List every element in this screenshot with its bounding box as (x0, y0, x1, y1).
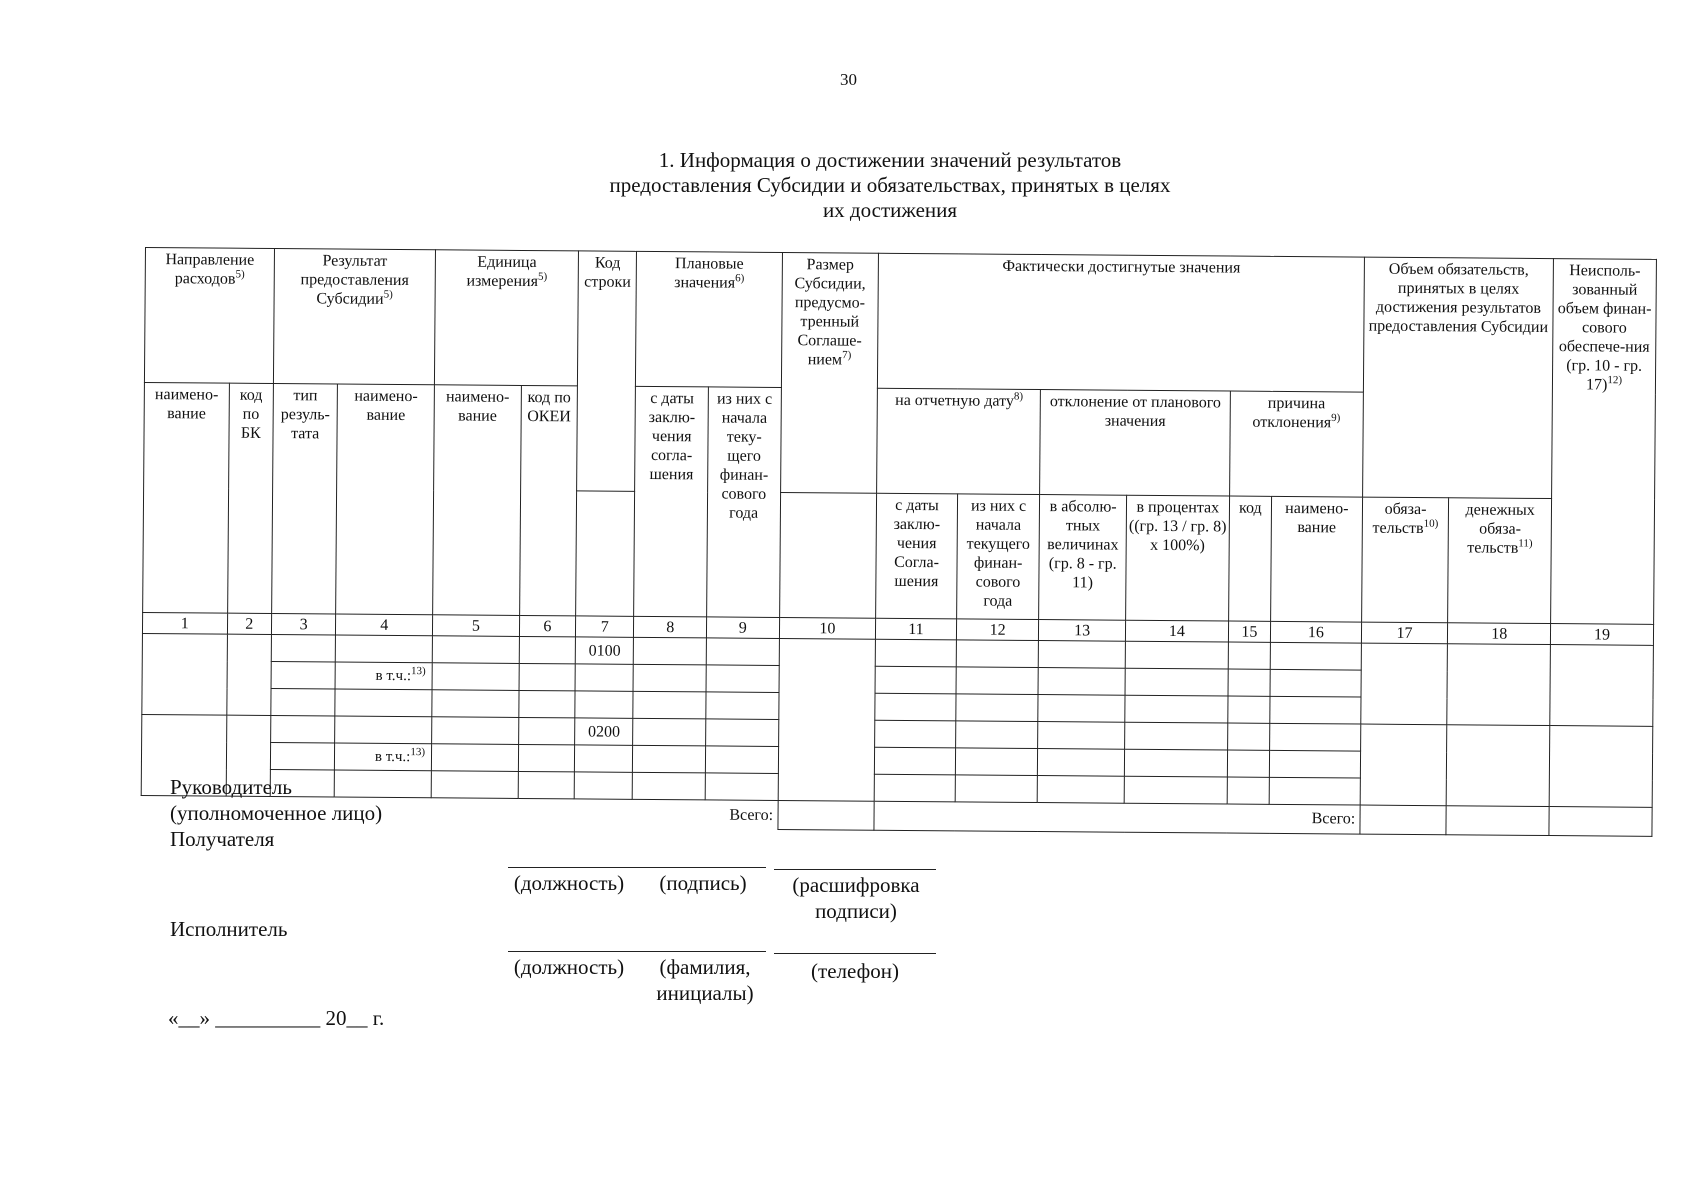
column-number: 9 (706, 617, 779, 639)
subheader-col-3: тип резуль-тата (272, 384, 338, 614)
table-cell[interactable] (1270, 669, 1361, 697)
column-number: 1 (142, 612, 227, 634)
table-cell[interactable] (1270, 723, 1361, 751)
table-cell[interactable] (1228, 642, 1271, 669)
table-cell[interactable] (574, 745, 633, 772)
report-table-wrapper (140, 247, 1656, 836)
table-cell[interactable] (518, 744, 575, 771)
money-obligations-cell[interactable] (1447, 725, 1550, 807)
column-number: 16 (1270, 621, 1361, 643)
decoding-line[interactable] (774, 869, 936, 870)
table-cell[interactable] (875, 747, 956, 775)
header-planned-values: Плановые значения$^{6)}$ (636, 251, 782, 387)
table-cell[interactable] (518, 771, 575, 798)
obligations-cell[interactable] (1360, 724, 1447, 806)
executor-position-name-line[interactable] (508, 951, 766, 952)
subheader-col-1: наимено-вание (143, 382, 229, 613)
table-cell[interactable] (271, 662, 336, 690)
table-cell[interactable] (706, 692, 779, 720)
table-cell[interactable] (1269, 777, 1360, 805)
table-cell[interactable] (335, 770, 432, 798)
table-cell[interactable] (955, 775, 1038, 803)
column-number: 14 (1125, 620, 1228, 642)
column-number: 12 (956, 619, 1039, 641)
total-subsidy-size-cell[interactable] (777, 800, 874, 829)
table-cell[interactable] (634, 664, 707, 692)
subheader-col-2: код по БК (227, 383, 273, 613)
table-cell[interactable] (431, 744, 518, 772)
decoding-caption-line-2: подписи) (815, 899, 897, 923)
table-cell[interactable] (226, 634, 271, 715)
table-cell[interactable] (1038, 776, 1125, 804)
header-line-code: Код строки (577, 251, 637, 491)
unused-volume-cell[interactable] (1550, 645, 1654, 727)
head-label-line-3: Получателя (170, 827, 275, 851)
table-cell[interactable] (271, 689, 336, 717)
column-number: 18 (1448, 623, 1551, 645)
total-unused-volume-cell[interactable] (1549, 807, 1652, 836)
total-label-right: Всего: (874, 801, 1360, 833)
table-cell[interactable] (575, 664, 634, 691)
subheader-col-5: наимено-вание (433, 385, 521, 616)
column-number: 11 (876, 618, 957, 640)
table-cell[interactable] (1125, 668, 1228, 696)
header-obligations-volume: Объем обязательств, принятых в целях достижения результатов предоставления Субсидии (1362, 257, 1553, 498)
header-deviation-reason: причина отклонения$^{9)}$ (1229, 391, 1363, 497)
decoding-caption-line-1: (расшифровка (792, 873, 920, 897)
table-cell[interactable] (1124, 776, 1227, 804)
table-cell[interactable] (874, 774, 955, 802)
header-deviation: отклонение от планового значения (1040, 390, 1230, 496)
table-cell[interactable] (1125, 641, 1228, 669)
table-cell[interactable] (706, 665, 779, 693)
table-cell[interactable] (633, 745, 706, 773)
table-cell[interactable] (519, 636, 576, 663)
column-number: 8 (634, 616, 707, 638)
position-signature-line[interactable] (508, 867, 766, 868)
table-cell[interactable] (875, 666, 956, 694)
table-cell[interactable] (875, 720, 956, 748)
column-number: 6 (519, 615, 576, 636)
table-cell[interactable] (432, 717, 519, 745)
table-cell[interactable] (574, 772, 633, 799)
phone-line[interactable] (774, 953, 936, 954)
header-col-10-cont (779, 492, 877, 618)
line-code-cell: 0100 (575, 637, 634, 664)
page-number: 30 (840, 70, 857, 89)
table-cell[interactable] (633, 691, 706, 719)
table-cell[interactable] (432, 636, 519, 664)
table-cell[interactable] (518, 690, 575, 717)
date-line[interactable]: «__» __________ 20__ г. (168, 1006, 385, 1030)
table-cell[interactable] (518, 717, 575, 744)
money-obligations-cell[interactable] (1447, 644, 1550, 726)
header-col-7-cont (576, 491, 635, 616)
column-number: 7 (576, 616, 635, 637)
table-title (540, 148, 1240, 223)
table-cell[interactable] (705, 773, 778, 801)
table-cell[interactable] (705, 746, 778, 774)
name-caption-line-2: инициалы) (656, 981, 754, 1005)
table-cell[interactable] (142, 633, 227, 715)
subsidy-size-cell[interactable] (778, 638, 876, 801)
header-subsidy-size: Размер Субсидии, предусмо-тренный Соглаше-нием$^{7)}$ (780, 253, 879, 494)
table-cell[interactable] (335, 716, 432, 744)
table-cell[interactable] (335, 689, 432, 717)
head-label-line-2: (уполномоченное лицо) (170, 801, 383, 825)
header-subsidy-result: Результат предоставления Субсидии$^{5)}$ (273, 249, 435, 385)
subheader-col-8: с даты заклю-чения согла-шения (634, 386, 708, 617)
table-cell[interactable] (633, 718, 706, 746)
table-cell[interactable] (1038, 722, 1125, 750)
subheader-col-17: обяза-тельств$^{10)}$ (1361, 497, 1449, 623)
table-cell[interactable] (431, 771, 518, 799)
position-caption: (должность) (513, 871, 625, 895)
subheader-col-16: наимено-вание (1271, 496, 1363, 622)
subheader-col-11: с даты заклю-чения Согла-шения (876, 493, 958, 619)
table-cell[interactable] (956, 667, 1039, 695)
table-cell[interactable] (1227, 723, 1270, 750)
table-cell[interactable] (432, 663, 519, 691)
column-number: 4 (336, 614, 433, 636)
table-cell[interactable] (955, 748, 1038, 776)
table-cell[interactable] (1038, 695, 1125, 723)
head-label-line-1: Руководитель (170, 775, 292, 799)
table-cell[interactable] (1228, 669, 1271, 696)
table-cell[interactable] (432, 690, 519, 718)
table-cell[interactable] (1228, 696, 1271, 723)
line-code-cell: 0200 (575, 718, 634, 745)
subheader-col-14: в процентах ((гр. 13 / гр. 8) x 100%) (1126, 495, 1230, 621)
table-cell[interactable] (633, 772, 706, 800)
total-money-obligations-cell[interactable] (1446, 806, 1549, 835)
table-cell[interactable] (875, 693, 956, 721)
table-cell[interactable] (956, 640, 1039, 668)
table-cell[interactable] (634, 637, 707, 665)
subheader-col-15: код (1228, 496, 1271, 621)
table-cell[interactable] (956, 694, 1039, 722)
table-cell[interactable] (336, 635, 433, 663)
column-number: 5 (433, 615, 520, 637)
table-cell[interactable] (1270, 696, 1361, 724)
including-label: в т.ч.:$^{13)}$ (335, 743, 432, 771)
subheader-col-18: денежных обяза-тельств$^{11)}$ (1448, 498, 1552, 624)
header-unused-volume: Неисполь-зованный объем финан-сового обеспече-ния (гр. 10 - гр. 17)$^{12)}$ (1551, 259, 1657, 625)
table-cell[interactable] (706, 719, 779, 747)
table-cell[interactable] (1125, 722, 1228, 750)
phone-caption: (телефон) (811, 959, 899, 983)
report-table (140, 247, 1656, 836)
column-number: 13 (1039, 620, 1126, 642)
table-cell[interactable] (519, 663, 576, 690)
total-obligations-cell[interactable] (1360, 805, 1447, 834)
table-cell[interactable] (1269, 750, 1360, 778)
table-cell[interactable] (270, 743, 335, 771)
column-number: 3 (271, 614, 336, 636)
table-cell[interactable] (955, 721, 1038, 749)
header-expense-direction: Направление расходов$^{5)}$ (144, 248, 274, 384)
column-number: 17 (1361, 622, 1448, 644)
executor-label: Исполнитель (170, 917, 288, 941)
total-label-left: Всего: (729, 806, 774, 824)
obligations-cell[interactable] (1361, 643, 1448, 725)
column-number: 15 (1228, 621, 1270, 642)
column-number: 10 (779, 617, 876, 639)
column-number: 19 (1551, 624, 1654, 646)
including-label: в т.ч.:$^{13)}$ (335, 662, 432, 690)
name-caption-line-1: (фамилия, (659, 955, 751, 979)
table-cell[interactable] (1270, 642, 1361, 670)
table-cell[interactable] (271, 716, 336, 744)
table-cell[interactable] (1124, 749, 1227, 777)
subheader-col-9: из них с начала теку-щего финан-сового года (707, 387, 781, 618)
table-cell[interactable] (1125, 695, 1228, 723)
table-cell[interactable] (1038, 668, 1125, 696)
subheader-col-6: код по ОКЕИ (519, 385, 577, 615)
table-cell[interactable] (1038, 749, 1125, 777)
table-cell[interactable] (1227, 750, 1270, 777)
subheader-col-13: в абсолю-тных величинах (гр. 8 - гр. 11) (1039, 495, 1127, 621)
executor-position-caption: (должность) (513, 955, 625, 979)
table-cell[interactable] (271, 635, 336, 663)
signature-caption: (подпись) (659, 871, 747, 895)
unused-volume-cell[interactable] (1549, 726, 1653, 808)
title-line-3: их достижения (822, 198, 958, 222)
table-cell[interactable] (575, 691, 634, 718)
table-cell[interactable] (875, 639, 956, 667)
header-unit: Единица измерения$^{5)}$ (434, 250, 578, 386)
title-line-2: предоставления Субсидии и обязательствах, принятых в целях (609, 173, 1171, 197)
header-actual-values: Фактически достигнутые значения (878, 253, 1365, 392)
table-cell[interactable] (1227, 777, 1270, 804)
subheader-col-4: наимено-вание (336, 384, 434, 615)
table-cell[interactable] (1039, 641, 1126, 669)
subheader-col-12: из них с начала текущего финан-сового года (956, 494, 1040, 620)
header-on-report-date: на отчетную дату$^{8)}$ (877, 388, 1041, 494)
title-line-1: 1. Информация о достижении значений результатов (658, 148, 1122, 172)
column-number: 2 (227, 613, 271, 634)
table-cell[interactable] (706, 638, 779, 666)
